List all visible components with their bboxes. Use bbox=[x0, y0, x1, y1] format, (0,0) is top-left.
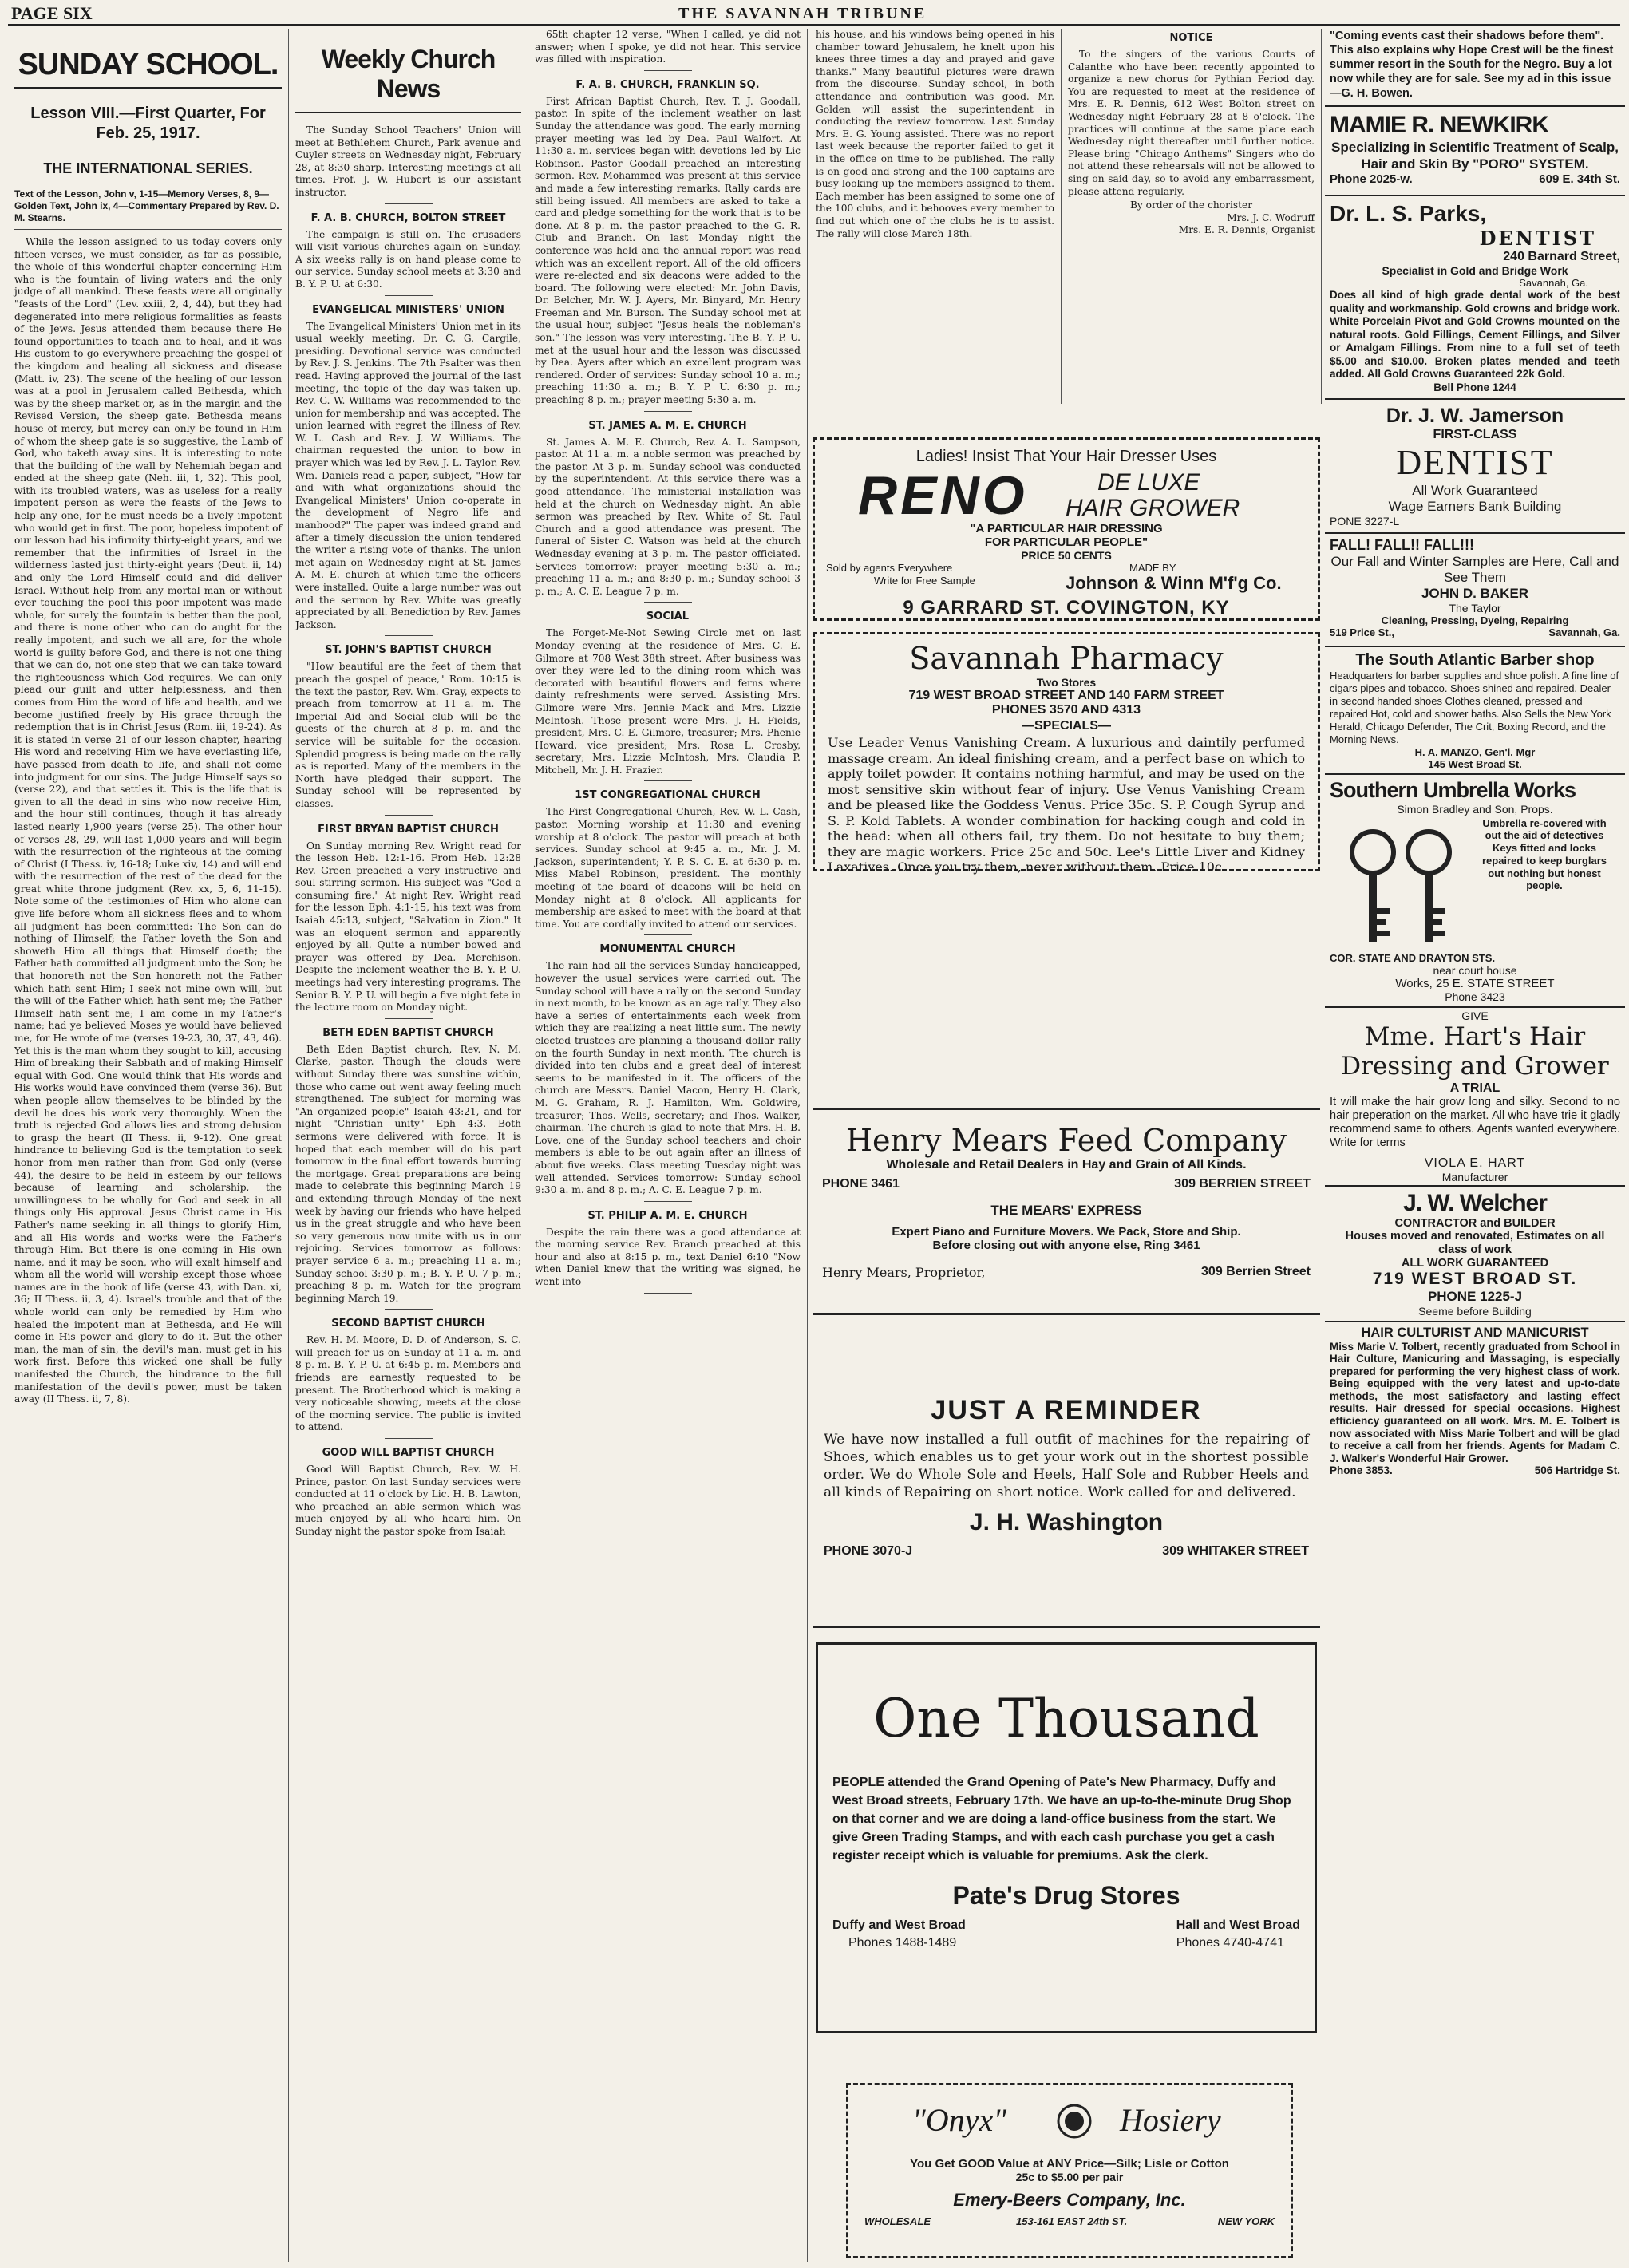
barber-shop-ad bbox=[1325, 646, 1625, 773]
mears-address: 309 BERRIEN STREET bbox=[1174, 1177, 1311, 1191]
page-label: PAGE SIX bbox=[11, 3, 93, 23]
hart-title: Mme. Hart's Hair Dressing and Grower bbox=[1341, 1021, 1609, 1081]
church-heading: F. A. B. CHURCH, BOLTON STREET bbox=[310, 211, 506, 224]
divider bbox=[385, 203, 433, 204]
divider bbox=[385, 1309, 433, 1310]
lesson-line-1: Lesson VIII.—First Quarter, For bbox=[30, 105, 266, 122]
church-item-text: Despite the rain there was a good attendance at the morning service Rev. Branch preached at this hour and also at 8:15 p. m., text Daniel 6:10 "Now when Daniel knew that the writing was signed, he went into bbox=[535, 1226, 801, 1288]
newkirk-ad bbox=[1325, 105, 1625, 195]
hart-name: VIOLA E. HART bbox=[1424, 1156, 1526, 1170]
church-item-text: Good Will Baptist Church, Rev. W. H. Prince, pastor. On last Sunday services were conducted at 11 o'clock by Lic. H. B. Lawton, who preached an able sermon which was much enjoyed by all who heard him. On Sunday night the pastor spoke from Isaiah bbox=[295, 1464, 521, 1537]
masthead bbox=[8, 3, 1620, 26]
series-heading: THE INTERNATIONAL SERIES. bbox=[43, 160, 253, 176]
church-item-text: Rev. H. M. Moore, D. D. of Anderson, S. C. will preach for us on Sunday at 11 a. m. and 8 p. m. B. Y. P. U. at 6:45 p. m. Members and friends are earnestly requested to be present. The Brotherhood which is making a very noticeable showing, meets at the close of the morning service. The public is invited to attend. bbox=[295, 1334, 521, 1433]
parks-dentist-ad bbox=[1325, 195, 1625, 398]
right-ads-column bbox=[1325, 29, 1625, 2262]
mears-express-line-1: Expert Piano and Furniture Movers. We Pack, Store and Ship. bbox=[892, 1225, 1241, 1239]
notice-block bbox=[1062, 29, 1322, 404]
divider bbox=[385, 295, 433, 296]
mears-proprietor-address: 309 Berrien Street bbox=[1201, 1265, 1311, 1278]
umbrella-phone: Phone 3423 bbox=[1445, 990, 1505, 1003]
parks-city: Savannah, Ga. bbox=[1519, 277, 1588, 289]
pharmacy-stores: Two Stores bbox=[1036, 676, 1097, 689]
jamerson-first-class: FIRST-CLASS bbox=[1433, 427, 1517, 441]
mears-express-line-2: Before closing out with anyone else, Ring 3461 bbox=[932, 1239, 1200, 1252]
divider bbox=[644, 411, 692, 412]
jamerson-guarantee: All Work Guaranteed bbox=[1412, 482, 1538, 498]
welcher-body: Houses moved and renovated, Estimates on all class of work bbox=[1345, 1229, 1605, 1256]
onyx-line-1: You Get GOOD Value at ANY Price—Silk; Lisle or Cotton bbox=[910, 2157, 1229, 2171]
reminder-title: JUST A REMINDER bbox=[931, 1395, 1202, 1425]
notice-signature-1: Mrs. J. C. Wodruff bbox=[1227, 211, 1315, 223]
onyx-wholesale: WHOLESALE bbox=[864, 2215, 931, 2227]
church-news-title: Weekly Church News bbox=[295, 45, 521, 113]
church-item-text: The Sunday School Teachers' Union will meet at Bethlehem Church, Park avenue and Cuyler streets on Wednesday night, February 28, at 8:30 sharp. Interesting meetings at all times. Prof. J. W. Hubert is our assistant instructor. bbox=[295, 124, 521, 198]
sunday-school-title: SUNDAY SCHOOL. bbox=[14, 48, 282, 89]
reno-top-line: Ladies! Insist That Your Hair Dresser Uses bbox=[915, 448, 1217, 465]
church-heading: ST. JOHN'S BAPTIST CHURCH bbox=[325, 644, 492, 657]
church-news-column-1 bbox=[289, 29, 528, 2262]
church-item-text: The Evangelical Ministers' Union met in its usual weekly meeting, Dr. C. G. Cargile, presiding. Devotional service was conducted by Rev. J. S. Jenkins. The 7th Psalter was then read. Having approved the journal of the last meeting, the topic of the day was taken up. Rev. G. W. Williams was recommended to the union for membership and was accepted. The union learned with regret the illness of Rev. W. L. Cash and Rev. J. W. Williams. The chairman requested the union to bow in prayer which was led by Rev. J. L. Taylor. Rev. Wm. Daniels read a paper, subject, "How far and with what organizations should the Evangelical Ministers' Union co-operate in the development of Negro life and manhood?" The paper was indeed grand and after a timely discussion the union tendered the writer a rising vote of thanks. The union met again on Wednesday night at St. James A. M. E. church at which time the officers were installed. Quite a large number was out and the sermon by Rev. White was greatly appreciated by all. Benediction by Rev. James Jackson. bbox=[295, 320, 521, 630]
mears-proprietor-row bbox=[822, 1265, 1311, 1289]
barber-body: Headquarters for barber supplies and shoe polish. A fine line of cigars pipes and tobacco. Shoes shined and repaired. Dealer in second handed shoes Clothes cleaned, pressed and repaired Hot, cold and shower baths. Also Sells the New York Herald, Chicago Defender, The Crit, Boxing Record, and the Morning News. bbox=[1330, 669, 1619, 745]
church-heading: GOOD WILL BAPTIST CHURCH bbox=[322, 1447, 495, 1460]
onyx-line-2: 25c to $5.00 per pair bbox=[1015, 2171, 1124, 2183]
divider bbox=[644, 602, 692, 603]
parks-specialty: Specialist in Gold and Bridge Work bbox=[1382, 264, 1568, 277]
tolbert-body: Miss Marie V. Tolbert, recently graduated from School in Hair Culture, Manicuring and Massaging, is especially prepared for performing the very highest class of work. Being equipped with the very latest and up-to-date methods, the most satisfactory and lasting effect results. Hair dressed for special occasions. Highest efficiency guaranteed on all work. Mrs. M. E. Tolbert is now associated with Miss Marie Tolbert and will be glad to receive a call from her friends. Agents for Madam C. J. Walker's Wonderful Hair Grower. bbox=[1330, 1340, 1620, 1464]
onyx-hosiery-ad bbox=[846, 2083, 1293, 2258]
mears-name: Henry Mears Feed Company bbox=[845, 1123, 1287, 1158]
hart-manufacturer: Manufacturer bbox=[1441, 1170, 1508, 1183]
divider bbox=[644, 70, 692, 71]
umbrella-works: Works, 25 E. STATE STREET bbox=[1395, 976, 1555, 990]
lesson-body: While the lesson assigned to us today covers only fifteen verses, we must consider, as far as possible, the whole of this wonderful chapter concerning Him who is the fountain of living waters and the only judge of all mankind. These feasts were all originally "feasts of the Lord" (Lev. xxiii, 2, 4, 44), but they had degenerated into mere religious formalities as feasts of the Jews. Jesus attended them because there He found opportunities to teach and to heal, and it was His custom to go everywhere preaching the gospel of the kingdom and healing all sickness and disease (Matt. iv, 23). The scene of the healing of our lesson was at a pool in Jerusalem called Bethesda, which was by the sheep market or, as in the margin and the Revised Version, the sheep gate. Bethesda means house of mercy, but mercy can only be found in Him of whom the sheep gate is so suggestive, the Lamb of God, who taketh away sins. It is interesting to note that the building of the wall by Nehemiah began and ended at the sheep gate (Neh. iii, 1, 32). This pool, with its troubled waters, was as useless for a really impotent person as were the feasts of the Jews to help any one, for he must needs be a lively impotent who would get in first. The poor, hopeless impotent of our lesson had his infirmity thirty-eight years, and we remember that the infirmities of Israel in the wilderness lasted just thirty-eight years (Deut. ii, 14) and only the Lord Himself could and did deliver Israel. Without help from any mortal man or without ever touching the pool this poor impotent was made whole, for surely the fountain is better than the pool, and there is none other who can do aught for the really impotent, and such we all are, for the whole world is guilty before God, and there is not one thing that we can do, not one step that we can take toward the righteousness which God requires. We can only plead our guilt and utter helplessness, and then comes from Him the word of life and health, and we become justified freely by His grace through the redemption that is in Christ Jesus (Rom. iii, 19-24). As it is stated in verse 21 of our lesson chapter, hearing His word and receiving Him we have everlasting life, have passed from death to life, and shall not come into judgment for our sins. The Judge Himself says so (verse 22), and that settles it. This is the life that is given to all the dead in sins who now receive Him, and the hour still continues, though it has already lasted nearly 1,900 years (verse 25). The other hour of verses 28, 29, will last 1,000 years and will begin with the resurrection of the righteous at the coming of Christ (I Thess. iv, 16-18; Luke xiv, 14) and will end with the resurrection of the rest of the dead for the great white throne judgment (Rev. xx, 5, 6, 11-15). Note some of the testimonies of Him who alone can give life before whom all sickness flees and to whom all judgment has been committed: The Son can do nothing of Himself; the Father loveth the Son and showeth Him all things that Himself doeth; the Father hath committed all judgment unto the Son; he that honoreth not the Son honoreth not the Father which hath sent Him; I seek not mine own will, but the will of the Father which hath sent me; the Father Himself hath sent me; I am come in my Father's name; had ye believed Moses ye would have believed me, for He wrote of me (verses 19-23, 30, 37, 43, 46). Yet this is the man whom they sought to kill, accusing Him of breaking their Sabbath and of making Himself equal with God. One would think that His words and His works would have convinced them (verse 36). But when people allow themselves to be blinded by the devil he does his work very thoroughly. When the truth is rejected God allows lies and strong delusion to grasp the heart (II Thess. ii, 9-12). One great hindrance to believing God is the temptation to seek honor from men rather than from God only (verse 44), the desire to be held in esteem by our fellows because of learning and scholarship, the unwillingness to be wholly for God and seek in all things only His approval. Jesus Christ came in His Father's name seeking in all things to glorify Him, and all His words and works were the Father's through Him. But there is one coming in His own name, and it may be soon, who will exalt himself and whom all the world will worship except those whose names are in the book of life (verse 43, with Dan. xi, 36; II Thess. ii, 3, 4). Israel's trouble and that of the whole world can only be remedied by Him who healed the impotent man at Bethesda, and He will come in His power and glory to do it. But the other man, the man of sin, the devil's man, must get in his work first. Before this wicked one shall be fully manifested the Church, the hindrance to the full manifestation of the devil's power, must be taken away (II Thess. ii, 7, 8). bbox=[14, 236, 282, 1405]
umbrella-corner: COR. STATE AND DRAYTON STS. bbox=[1330, 950, 1620, 964]
reno-logo-row bbox=[826, 465, 1307, 526]
reno-sample: Write for Free Sample bbox=[874, 575, 975, 587]
st-philip-continued-text: his house, and his windows being opened in his chamber toward Jehusalem, he knelt upon his knees three times a day and prayed and gave thanks." Many beautiful pictures were drawn from the discourse. Sunday school, in both attendance and contribution was good. Mr. Golden will assist the superintendent in conducting the review tomorrow. Last Sunday Mrs. E. G. Young assisted. There was no report last week because the reporter failed to get it in the office on time to be published. The rally is on good and strong and the 100 captains are busy looking up the members assigned to them. Each member has been assigned to some one of the 100 clubs, and it behooves every member to find out which one of the clubs he is to assist. The rally will close March 18th. bbox=[816, 29, 1054, 239]
parks-title: DENTIST bbox=[1479, 227, 1596, 250]
church-heading: BETH EDEN BAPTIST CHURCH bbox=[322, 1026, 494, 1039]
onyx-emblem-icon bbox=[1056, 2103, 1093, 2140]
newkirk-body: Specializing in Scientific Treatment of Scalp, Hair and Skin By "PORO" SYSTEM. bbox=[1331, 140, 1619, 172]
reno-company: Johnson & Winn M'f'g Co. bbox=[1066, 573, 1282, 593]
barber-title: The South Atlantic Barber shop bbox=[1355, 650, 1595, 669]
pharmacy-name: Savannah Pharmacy bbox=[909, 641, 1224, 676]
divider bbox=[385, 1438, 433, 1439]
church-item-text: 65th chapter 12 verse, "When I called, ye did not answer; when I spoke, ye did not hear. This service was filled with inspiration. bbox=[535, 29, 801, 65]
thousand-name: Pate's Drug Stores bbox=[952, 1881, 1180, 1910]
church-heading: ST. PHILIP A. M. E. CHURCH bbox=[587, 1209, 748, 1222]
reno-tag-2: FOR PARTICULAR PEOPLE" bbox=[984, 535, 1149, 549]
divider bbox=[644, 1293, 692, 1294]
onyx-address-row bbox=[864, 2215, 1275, 2233]
church-item-text: The Forget-Me-Not Sewing Circle met on last Monday evening at the residence of Mrs. C. E. Gilmore at 708 West 38th street. After business was over they were led to the dining room which was decorated with beautiful flowers and ferns where dainty refreshments were served. Assisting Mrs. Gilmore were Mrs. Jennie Mack and Mrs. Lizzie McIntosh. Those present were Mrs. J. H. Fields, president, Mrs. C. E. Gilmore, treasurer; Mrs. Phenie Howard, vice president; Mrs. Rosa L. Crosby, secretary; Mrs. Lizzie McIntosh, Mrs. Claudia P. Mitchell, Mr. J. H. Frazier. bbox=[535, 627, 801, 776]
parks-address: 240 Barnard Street, bbox=[1503, 250, 1620, 263]
reno-tag-1: "A PARTICULAR HAIR DRESSING bbox=[970, 522, 1163, 535]
umbrella-works-ad bbox=[1325, 773, 1625, 1006]
hart-hair-ad bbox=[1325, 1006, 1625, 1185]
reno-sold: Sold by agents Everywhere bbox=[826, 562, 953, 574]
just-a-reminder-ad bbox=[813, 1389, 1320, 1628]
thousand-body: PEOPLE attended the Grand Opening of Pate's New Pharmacy, Duffy and West Broad streets, February 17th. We have an up-to-the-minute Drug Shop on that corner and we are doing a land-office business from the start. We give Green Trading Stamps, and with each cash purchase you get a cash register receipt which is valuable for premiums. Ask the clerk. bbox=[832, 1776, 1291, 1863]
parks-phone: Bell Phone 1244 bbox=[1433, 381, 1516, 393]
umbrella-near: near court house bbox=[1433, 963, 1517, 977]
mears-sub: Wholesale and Retail Dealers in Hay and Grain of All Kinds. bbox=[886, 1158, 1247, 1172]
jamerson-dentist-ad bbox=[1325, 398, 1625, 532]
pharmacy-specials: —SPECIALS— bbox=[1021, 719, 1111, 733]
umbrella-body: Umbrella re-covered with out the aid of detectives Keys fitted and locks repaired to keep burglars out nothing but honest people. bbox=[1481, 816, 1607, 892]
hart-give: GIVE bbox=[1461, 1009, 1489, 1022]
onyx-hosiery: Hosiery bbox=[1120, 2102, 1221, 2138]
reno-made-by: MADE BY bbox=[1129, 562, 1176, 574]
church-heading: MONUMENTAL CHURCH bbox=[599, 943, 736, 956]
church-item-text: "How beautiful are the feet of them that preach the gospel of peace," Rom. 10:15 is the text the pastor, Rev. Wm. Gray, expects to preach from tomorrow at 11 a. m. The Imperial Aid and Social club will be the guests of the church at 8 p. m. and the service will be suitable for the occasion. Splendid progress is being made on the rally as is reported. Many of the members in the North have pledged their support. The Sunday school will be represented by classes. bbox=[295, 661, 521, 809]
jamerson-name: Dr. J. W. Jamerson bbox=[1386, 404, 1564, 427]
church-news-column-2 bbox=[528, 29, 808, 2262]
newkirk-phone: Phone 2025-w. bbox=[1330, 172, 1413, 186]
fall-tailor: The Taylor bbox=[1449, 601, 1501, 614]
lesson-line-2: Feb. 25, 1917. bbox=[96, 124, 200, 142]
barber-manager: H. A. MANZO, Gen'l. Mgr bbox=[1414, 745, 1536, 758]
church-item-text: The First Congregational Church, Rev. W. L. Cash, pastor. Morning worship at 11:30 and evening worship at 8 o'clock. The pastor will preach at both services. Sunday school at 9:45 a. m., Mr. J. M. Jackson, superintendent; Y. P. S. C. E. at 6:30 p. m. Miss Mabel Robinson, president. The monthly meeting of the board of deacons will be held on Monday night at 8 o'clock. All applicants for membership are asked to meet with the board at that time. You are cordially invited to attend our services. bbox=[535, 806, 801, 930]
divider bbox=[644, 780, 692, 781]
fall-body: Our Fall and Winter Samples are Here, Call and See Them bbox=[1330, 553, 1619, 585]
welcher-title: CONTRACTOR and BUILDER bbox=[1394, 1216, 1556, 1230]
church-heading: 1ST CONGREGATIONAL CHURCH bbox=[575, 789, 761, 802]
church-item-text: Beth Eden Baptist church, Rev. N. M. Clarke, pastor. Though the clouds were without Sunday there was sunshine within, those who came out went away feeling much strengthened. The subject for morning was "An organized people" Isaiah 43:21, and for night "Christian unity" Eph 4:3. Both sermons were delivered with force. It is hoped that each member will do his part tomorrow in the final effort towards burning the mortgage. Great preparations are being made to celebrate this beginning March 19 and extending through Monday of the next week by having our friends who have helped us in the great struggle and who have been so very generous now unite with us in our rejoicing. Services tomorrow as follows: prayer service 6 a. m.; preaching 11 a. m.; Sunday school 3:30 p. m.; B. Y. P. U. 7 p. m.; preaching 8 p. m. Watch for the program beginning March 19. bbox=[295, 1043, 521, 1304]
onyx-company: Emery-Beers Company, Inc. bbox=[953, 2190, 1186, 2210]
hart-trial: A TRIAL bbox=[1449, 1081, 1500, 1095]
newkirk-name: MAMIE R. NEWKIRK bbox=[1330, 112, 1548, 138]
notice-signature-2: Mrs. E. R. Dennis, Organist bbox=[1178, 224, 1315, 236]
parks-body: Does all kind of high grade dental work of the best quality and workmanship. Gold crowns and bridge work. White Porcelain Pivot and Gold Crowns mounted on the natural roots. Gold Fillings, Cement Fillings, and Silver or Amalgam Fillings. From nine to a full set of teeth $5.00 and $10.00. Broken plates mended and teeth added. All Gold Crowns Guaranteed 22k Gold. bbox=[1330, 289, 1620, 380]
thousand-location-2: Hall and West Broad bbox=[1176, 1918, 1300, 1932]
welcher-address: 719 WEST BROAD ST. bbox=[1372, 1269, 1578, 1288]
church-heading: SECOND BAPTIST CHURCH bbox=[331, 1318, 485, 1330]
welcher-guarantee: ALL WORK GUARANTEED bbox=[1401, 1256, 1549, 1270]
paper-name: THE SAVANNAH TRIBUNE bbox=[678, 5, 927, 22]
reno-address: 9 GARRARD ST. COVINGTON, KY bbox=[903, 597, 1230, 618]
welcher-see: Seeme before Building bbox=[1418, 1304, 1532, 1318]
fall-city: Savannah, Ga. bbox=[1548, 626, 1620, 638]
tolbert-hair-ad bbox=[1325, 1321, 1625, 1483]
pharmacy-body: Use Leader Venus Vanishing Cream. A luxurious and daintily perfumed massage cream. An ideal finishing cream, and a perfect base on which to apply toilet powder. It contains nothing harmful, and may be used on the most sensitive skin without fear of injury. Use Venus Vanishing Cream and be pleased like the Goddess Venus. Price 35c. S. P. Cough Syrup and S. P. Kold Tablets. A wonder combination for hacking cough and cold in the head: when all others fail, try them. Do not hesitate to buy them; they are magic workers. Price 25c and 50c. Lee's Little Liver and Kidney Laxatives. Once you try them, never without them. Price 10c. bbox=[828, 735, 1305, 875]
sunday-school-column bbox=[8, 29, 289, 2262]
tolbert-phone: Phone 3853. bbox=[1330, 1464, 1393, 1477]
church-item-text: The rain had all the services Sunday handicapped, however the usual services were carried out. The Sunday school will have a rally on the second Sunday in next month, to be known as an age rally. They also have a series of entertainments each week from which they are realizing a neat little sum. The newly elected trustees are planning a thousand dollar rally on the fourth Sunday in next month. The church is divided into ten clubs and a great deal of interest seems to be manifested in it. The officers of the church are Messrs. Daniel Macon, Henry H. Clark, M. G. Graham, R. J. Hamilton, Wm. Goldwire, treasurer; Thos. Wells, secretary; and Thos. Walker, chairman. The church is glad to note that Mrs. H. B. Love, one of the Sunday school teachers and choir members is able to be out again after an illness of about five weeks. Class meeting Tuesday night was well attended. Services tomorrow: Sunday school 9:30 a. m. and 8 p. m.; A. C. E. League 7 p. m. bbox=[535, 960, 801, 1196]
reminder-body: We have now installed a full outfit of machines for the repairing of Shoes, which enables us to get your work out in the shortest possible order. We do Whole Sole and Heels, Half Sole and Rubber Heels and all kinds of Repairing on short notice. Work called for and delivered. bbox=[824, 1432, 1309, 1500]
tolbert-title: HAIR CULTURIST AND MANICURIST bbox=[1361, 1325, 1589, 1340]
reno-brand: RENO bbox=[858, 465, 1028, 526]
jamerson-phone: PONE 3227-L bbox=[1330, 514, 1400, 527]
pharmacy-phones: PHONES 3570 AND 4313 bbox=[991, 703, 1141, 717]
divider bbox=[644, 1201, 692, 1202]
lesson-intro: Text of the Lesson, John v, 1-15—Memory Verses, 8, 9—Golden Text, John ix, 4—Commentary Prepared by Rev. D. M. Stearns. bbox=[14, 188, 282, 230]
welcher-phone: PHONE 1225-J bbox=[1427, 1288, 1523, 1304]
thousand-phones-2: Phones 4740-4741 bbox=[1176, 1936, 1284, 1950]
reno-hair-grower-ad bbox=[813, 437, 1320, 621]
church-heading: EVANGELICAL MINISTERS' UNION bbox=[312, 303, 504, 316]
mears-proprietor: Henry Mears, Proprietor, bbox=[822, 1265, 986, 1280]
thousand-location-1: Duffy and West Broad bbox=[832, 1918, 966, 1932]
keys-icon bbox=[1334, 820, 1470, 948]
reno-maker-row bbox=[826, 562, 1307, 597]
onyx-city: NEW YORK bbox=[1217, 2215, 1275, 2227]
church-item-text: First African Baptist Church, Rev. T. J. Goodall, pastor. In spite of the inclement weather on last Sunday the attendance was good. The early morning prayer meeting was led by Dea. Paul Walfort. At 11:30 a. m. services began with devotions led by Lic Robinson. Pastor Goodall preached an interesting sermon. Rev. Mohammed was present at this service and made a few interesting remarks. Rally cards are still being issued. All members are asked to take a card and pledge something for the work that is to be done. At 8 p. m. the pastor preached to the G. R. Club and Branch. On last Monday night the conference was held and the annual report was read which was an excellent report. All of the old officers were re-elected and six deacons were added to the board. The following were elected: Mr. John Davis, Dr. Belcher, Mr. W. J. Ayers, Mr. Binyard, Mr. Henry Freeman and Mr. Burson. The Sunday school met at the usual hour, subject "Jesus heals the nobleman's son." The lesson was very interesting. The B. Y. P. U. met at the usual hour and the lesson was discussed by Dea. Ayers after which an excellent program was rendered. Order of services: Sunday school 10 a. m.; preaching 11:30 a. m.; B. Y. P. U. 6:30 p. m.; preaching 8 p. m.; prayer meeting 5:30 a. m. bbox=[535, 95, 801, 406]
reminder-name: J. H. Washington bbox=[969, 1509, 1164, 1535]
notice-text: To the singers of the various Courts of Calanthe who have been recently appointed to organize a new chorus for Pythian Period day. You are requested to meet at the residence of Mrs. E. R. Dennis, 612 West Bolton street on Wednesday night February 28 at 8 o'clock. The practices will continue at the same place each Wednesday night thereafter until further notice. Please bring "Chicago Anthems" Singers who do not attend these rehearsals will not be allowed to sing on said day, so to avoid any embarrassment, please attend regularly. bbox=[1068, 49, 1315, 197]
one-thousand-ad bbox=[816, 1642, 1317, 2033]
church-item-text: On Sunday morning Rev. Wright read for the lesson Heb. 12:1-16. From Heb. 12:28 Rev. Green preached a very instructive and soul stirring sermon. His subject was "God a consuming fire." At night Rev. Wright read for the lesson Eph. 4:1-15, his text was from Isaiah 45:13, subject, "Salvation in Zion." It was an eloquent sermon and apparently enjoyed by all. Quite a number bowed and prayer was offered by Dea. Merchison. Despite the inclement weather the B. Y. P. U. meetings had very interesting programs. The Senior B. Y. P. U. will begin a five night fete in the lecture room on Monday night. bbox=[295, 840, 521, 1013]
reno-price: PRICE 50 CENTS bbox=[1021, 549, 1112, 562]
divider bbox=[644, 934, 692, 935]
fall-services: Cleaning, Pressing, Dyeing, Repairing bbox=[1381, 614, 1569, 626]
mears-phone: PHONE 3461 bbox=[822, 1177, 900, 1191]
parks-name: Dr. L. S. Parks, bbox=[1330, 201, 1487, 226]
thousand-phones-1: Phones 1488-1489 bbox=[848, 1936, 957, 1950]
mears-phone-row bbox=[822, 1172, 1311, 1196]
henry-mears-feed-ad bbox=[813, 1108, 1320, 1315]
mears-express: THE MEARS' EXPRESS bbox=[990, 1203, 1142, 1218]
church-heading: SOCIAL bbox=[646, 610, 690, 623]
onyx-brand: "Onyx" bbox=[912, 2102, 1006, 2138]
fall-address-row bbox=[1330, 626, 1620, 642]
welcher-name: J. W. Welcher bbox=[1403, 1189, 1547, 1216]
fall-address: 519 Price St., bbox=[1330, 626, 1394, 638]
reno-grower: HAIR GROWER bbox=[1066, 495, 1240, 521]
church-item-text: The campaign is still on. The crusaders will visit various churches again on Sunday. A six weeks rally is on hand please come to our service. Sunday school meets at 3:30 and B. Y. P. U. at 6:30. bbox=[295, 228, 521, 290]
onyx-logo-row bbox=[864, 2101, 1275, 2146]
reminder-address: 309 WHITAKER STREET bbox=[1162, 1544, 1309, 1558]
church-heading: FIRST BRYAN BAPTIST CHURCH bbox=[318, 823, 499, 836]
jamerson-building: Wage Earners Bank Building bbox=[1388, 498, 1562, 514]
welcher-contractor-ad bbox=[1325, 1185, 1625, 1321]
umbrella-title: Southern Umbrella Works bbox=[1330, 777, 1576, 802]
church-heading: ST. JAMES A. M. E. CHURCH bbox=[588, 419, 747, 432]
reminder-phone: PHONE 3070-J bbox=[824, 1544, 913, 1558]
fall-title: FALL! FALL!! FALL!!! bbox=[1330, 536, 1474, 553]
tolbert-contact bbox=[1330, 1464, 1620, 1479]
church-item-text: St. James A. M. E. Church, Rev. A. L. Sampson, pastor. At 11 a. m. a noble sermon was preached by the pastor. At 3 p. m. Sunday school was conducted by the superintendent. At this service there was a good attendance. The ministerial installation was held at the church on Wednesday night. An able sermon was preached by Rev. White of St. Paul Church and a good attendance was present. The funeral of Sister C. Watson was held at the church Wednesday evening at 3 p. m. The pastor officiated. Services tomorrow: prayer meeting 5:30 a. m.; preaching 11 a. m.; and 8:30 p. m.; Sunday school 3 p. m.; A. C. E. League 7 p. m. bbox=[535, 436, 801, 597]
umbrella-props: Simon Bradley and Son, Props. bbox=[1397, 802, 1553, 816]
church-heading: F. A. B. CHURCH, FRANKLIN SQ. bbox=[575, 78, 760, 91]
divider bbox=[385, 815, 433, 816]
reno-deluxe: DE LUXE bbox=[1097, 469, 1200, 496]
tolbert-address: 506 Hartridge St. bbox=[1534, 1464, 1620, 1477]
pharmacy-address: 719 WEST BROAD STREET AND 140 FARM STREET bbox=[908, 689, 1224, 702]
hart-body: It will make the hair grow long and silky. Second to no hair preperation on the market. All who have trie it gladly recommend same to others. Agents wanted everywhere. Write for terms bbox=[1330, 1095, 1620, 1149]
savannah-pharmacy-ad bbox=[813, 632, 1320, 875]
divider bbox=[385, 1018, 433, 1019]
notice-order: By order of the chorister bbox=[1129, 200, 1253, 211]
hope-crest-notice: "Coming events cast their shadows before them". This also explains why Hope Crest will be the finest summer resort in the South for the Negro. Buy a lot now while they are for sale. See my ad in this issue—G. H. Bowen. bbox=[1330, 30, 1614, 100]
onyx-address: 153-161 EAST 24th ST. bbox=[1016, 2215, 1128, 2227]
thousand-locations bbox=[832, 1918, 1300, 1958]
john-baker-tailor-ad bbox=[1325, 532, 1625, 646]
newkirk-address: 609 E. 34th St. bbox=[1539, 172, 1620, 186]
divider bbox=[385, 635, 433, 636]
st-philip-continued bbox=[809, 29, 1062, 404]
newkirk-contact bbox=[1330, 172, 1620, 190]
notice-heading: NOTICE bbox=[1169, 32, 1213, 44]
thousand-title: One Thousand bbox=[873, 1688, 1259, 1749]
jamerson-title: DENTIST bbox=[1396, 442, 1554, 482]
reminder-contact-row bbox=[824, 1544, 1309, 1565]
barber-address: 145 West Broad St. bbox=[1428, 757, 1522, 770]
fall-name: JOHN D. BAKER bbox=[1421, 585, 1529, 601]
umbrella-keys-row bbox=[1330, 816, 1620, 950]
